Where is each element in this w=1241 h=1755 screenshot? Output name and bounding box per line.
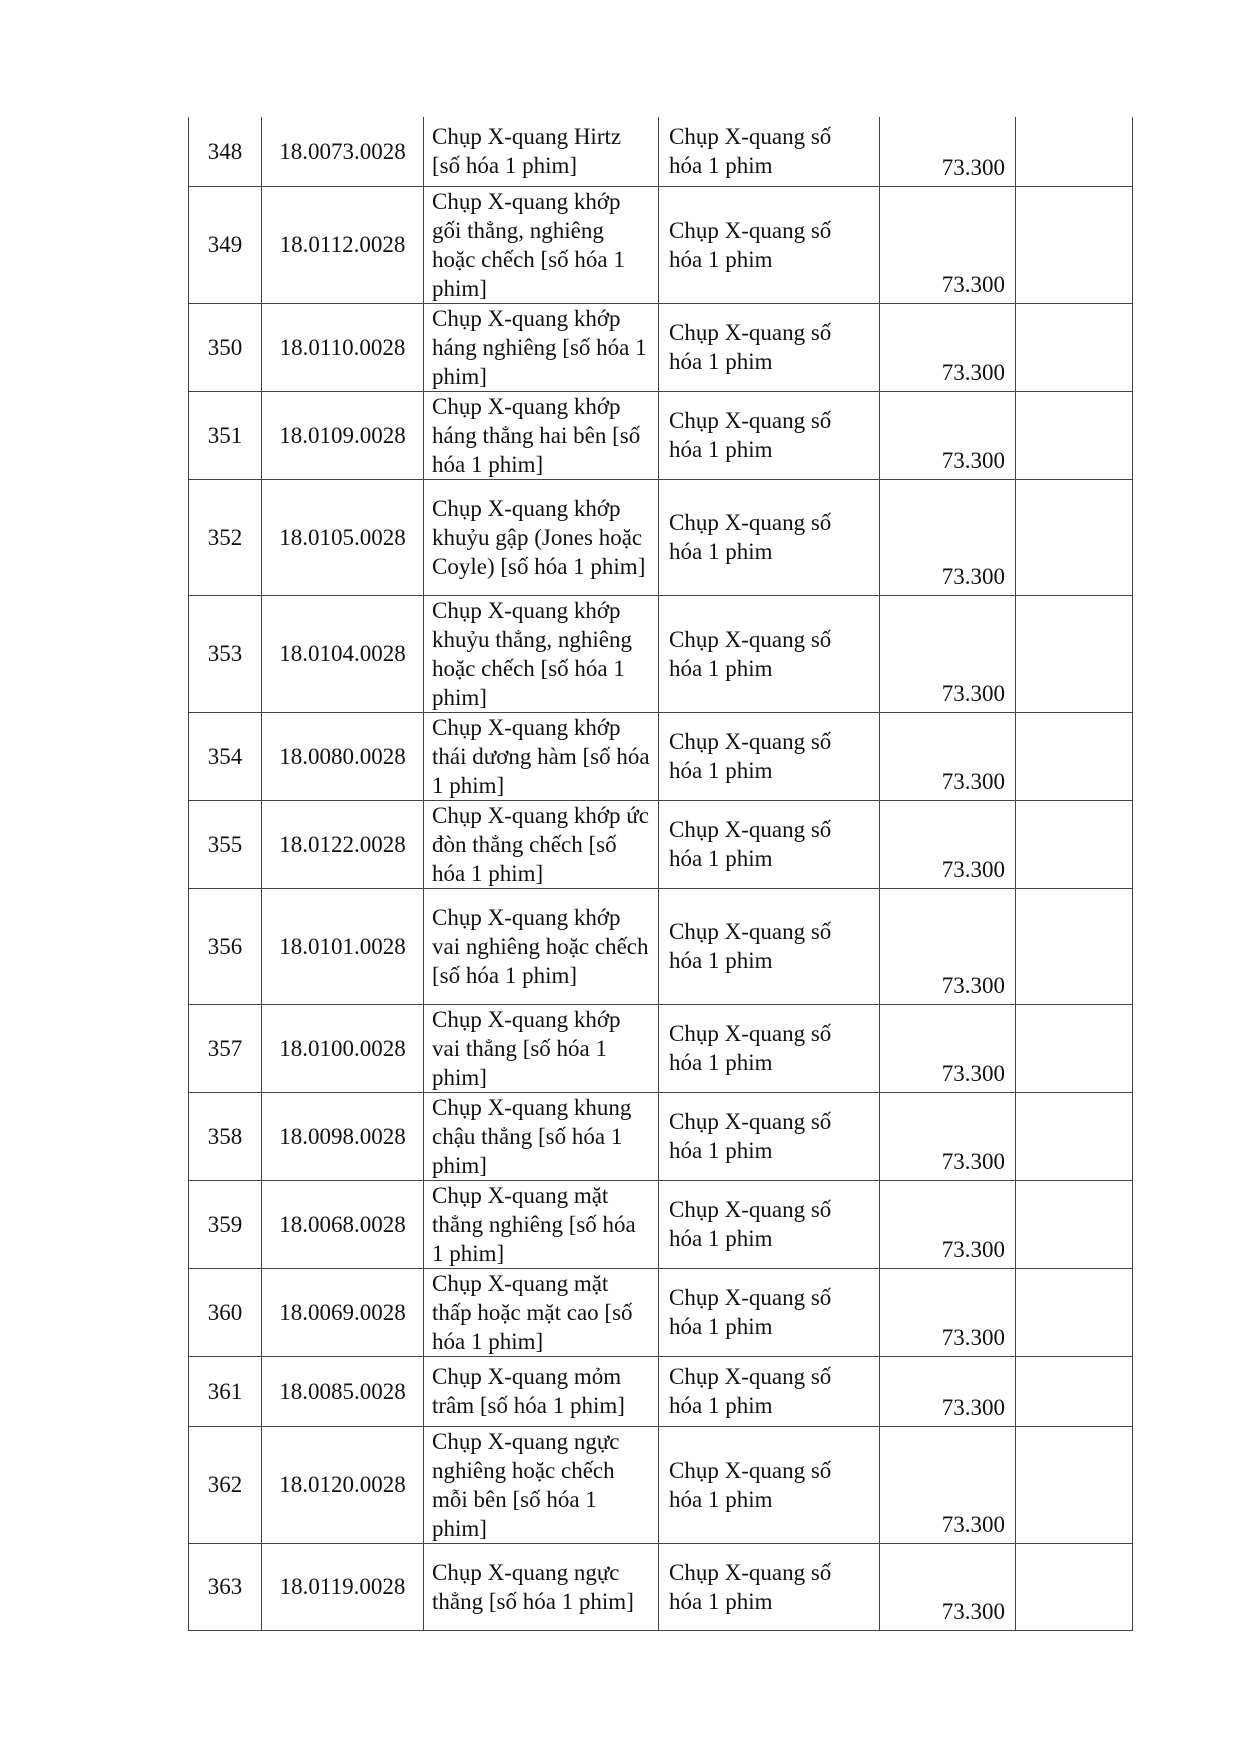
service-code-cell: 18.0105.0028: [262, 479, 424, 595]
table-row: [189, 712, 1133, 800]
service-name-cell: Chụp X-quang khớp háng nghiêng [số hóa 1 phim]: [424, 303, 659, 391]
note-cell: [1016, 303, 1133, 391]
service-name-cell: Chụp X-quang mặt thẳng nghiêng [số hóa 1 phim]: [424, 1180, 659, 1268]
service-name-cell: Chụp X-quang khớp khuỷu thẳng, nghiêng hoặc chếch [số hóa 1 phim]: [424, 595, 659, 712]
service-description-cell: Chụp X-quang số hóa 1 phim: [659, 479, 880, 595]
price-cell: 73.300: [880, 186, 1016, 303]
table-row: [189, 303, 1133, 391]
service-description-cell: Chụp X-quang số hóa 1 phim: [659, 800, 880, 888]
price-cell: 73.300: [880, 117, 1016, 186]
service-name-cell: Chụp X-quang khớp háng thẳng hai bên [số hóa 1 phim]: [424, 391, 659, 479]
service-name-cell: Chụp X-quang Hirtz [số hóa 1 phim]: [424, 117, 659, 186]
note-cell: [1016, 1543, 1133, 1630]
row-index-cell: 352: [189, 479, 262, 595]
row-index-cell: 363: [189, 1543, 262, 1630]
service-code-cell: 18.0104.0028: [262, 595, 424, 712]
note-cell: [1016, 1426, 1133, 1543]
service-code-cell: 18.0068.0028: [262, 1180, 424, 1268]
note-cell: [1016, 117, 1133, 186]
row-index-cell: 348: [189, 117, 262, 186]
service-name-cell: Chụp X-quang ngực thẳng [số hóa 1 phim]: [424, 1543, 659, 1630]
service-code-cell: 18.0080.0028: [262, 712, 424, 800]
table-row: [189, 391, 1133, 479]
service-name-cell: Chụp X-quang ngực nghiêng hoặc chếch mỗi bên [số hóa 1 phim]: [424, 1426, 659, 1543]
service-code-cell: 18.0073.0028: [262, 117, 424, 186]
service-description-cell: Chụp X-quang số hóa 1 phim: [659, 1426, 880, 1543]
note-cell: [1016, 1180, 1133, 1268]
row-index-cell: 362: [189, 1426, 262, 1543]
service-code-cell: 18.0069.0028: [262, 1268, 424, 1356]
service-name-cell: Chụp X-quang khớp thái dương hàm [số hóa 1 phim]: [424, 712, 659, 800]
service-description-cell: Chụp X-quang số hóa 1 phim: [659, 1268, 880, 1356]
row-index-cell: 353: [189, 595, 262, 712]
service-code-cell: 18.0120.0028: [262, 1426, 424, 1543]
service-description-cell: Chụp X-quang số hóa 1 phim: [659, 391, 880, 479]
service-name-cell: Chụp X-quang khớp gối thẳng, nghiêng hoặc chếch [số hóa 1 phim]: [424, 186, 659, 303]
price-cell: 73.300: [880, 1543, 1016, 1630]
table-row: [189, 1426, 1133, 1543]
service-description-cell: Chụp X-quang số hóa 1 phim: [659, 117, 880, 186]
table-row: [189, 1180, 1133, 1268]
note-cell: [1016, 1004, 1133, 1092]
row-index-cell: 356: [189, 888, 262, 1004]
price-cell: 73.300: [880, 888, 1016, 1004]
service-code-cell: 18.0110.0028: [262, 303, 424, 391]
service-name-cell: Chụp X-quang khung chậu thẳng [số hóa 1 phim]: [424, 1092, 659, 1180]
note-cell: [1016, 800, 1133, 888]
row-index-cell: 354: [189, 712, 262, 800]
table-row: [189, 186, 1133, 303]
service-name-cell: Chụp X-quang khớp khuỷu gập (Jones hoặc Coyle) [số hóa 1 phim]: [424, 479, 659, 595]
table-row: [189, 1543, 1133, 1630]
note-cell: [1016, 595, 1133, 712]
note-cell: [1016, 712, 1133, 800]
service-description-cell: Chụp X-quang số hóa 1 phim: [659, 1180, 880, 1268]
table-row: [189, 479, 1133, 595]
service-code-cell: 18.0100.0028: [262, 1004, 424, 1092]
service-description-cell: Chụp X-quang số hóa 1 phim: [659, 1543, 880, 1630]
service-description-cell: Chụp X-quang số hóa 1 phim: [659, 712, 880, 800]
service-description-cell: Chụp X-quang số hóa 1 phim: [659, 1356, 880, 1426]
note-cell: [1016, 1268, 1133, 1356]
row-index-cell: 351: [189, 391, 262, 479]
table-body: [189, 117, 1133, 1630]
table-row: [189, 1356, 1133, 1426]
price-cell: 73.300: [880, 391, 1016, 479]
service-code-cell: 18.0122.0028: [262, 800, 424, 888]
note-cell: [1016, 479, 1133, 595]
service-description-cell: Chụp X-quang số hóa 1 phim: [659, 186, 880, 303]
row-index-cell: 359: [189, 1180, 262, 1268]
service-code-cell: 18.0085.0028: [262, 1356, 424, 1426]
price-cell: 73.300: [880, 1426, 1016, 1543]
service-code-cell: 18.0101.0028: [262, 888, 424, 1004]
row-index-cell: 360: [189, 1268, 262, 1356]
price-table: [188, 117, 1133, 1631]
price-cell: 73.300: [880, 303, 1016, 391]
row-index-cell: 349: [189, 186, 262, 303]
table-row: [189, 800, 1133, 888]
table-row: [189, 1092, 1133, 1180]
price-cell: 73.300: [880, 800, 1016, 888]
note-cell: [1016, 1356, 1133, 1426]
service-code-cell: 18.0112.0028: [262, 186, 424, 303]
price-cell: 73.300: [880, 479, 1016, 595]
note-cell: [1016, 186, 1133, 303]
row-index-cell: 357: [189, 1004, 262, 1092]
service-name-cell: Chụp X-quang khớp ức đòn thẳng chếch [số hóa 1 phim]: [424, 800, 659, 888]
note-cell: [1016, 391, 1133, 479]
price-cell: 73.300: [880, 1356, 1016, 1426]
service-code-cell: 18.0109.0028: [262, 391, 424, 479]
row-index-cell: 355: [189, 800, 262, 888]
table-row: [189, 1004, 1133, 1092]
price-cell: 73.300: [880, 1180, 1016, 1268]
service-name-cell: Chụp X-quang mặt thấp hoặc mặt cao [số hóa 1 phim]: [424, 1268, 659, 1356]
service-description-cell: Chụp X-quang số hóa 1 phim: [659, 303, 880, 391]
table-row: [189, 888, 1133, 1004]
price-cell: 73.300: [880, 712, 1016, 800]
price-cell: 73.300: [880, 1268, 1016, 1356]
service-description-cell: Chụp X-quang số hóa 1 phim: [659, 888, 880, 1004]
service-name-cell: Chụp X-quang khớp vai nghiêng hoặc chếch [số hóa 1 phim]: [424, 888, 659, 1004]
table-row: [189, 1268, 1133, 1356]
note-cell: [1016, 1092, 1133, 1180]
service-description-cell: Chụp X-quang số hóa 1 phim: [659, 595, 880, 712]
service-name-cell: Chụp X-quang mỏm trâm [số hóa 1 phim]: [424, 1356, 659, 1426]
row-index-cell: 350: [189, 303, 262, 391]
service-code-cell: 18.0119.0028: [262, 1543, 424, 1630]
table-row: [189, 117, 1133, 186]
row-index-cell: 358: [189, 1092, 262, 1180]
row-index-cell: 361: [189, 1356, 262, 1426]
price-cell: 73.300: [880, 595, 1016, 712]
price-cell: 73.300: [880, 1092, 1016, 1180]
table-row: [189, 595, 1133, 712]
service-code-cell: 18.0098.0028: [262, 1092, 424, 1180]
service-description-cell: Chụp X-quang số hóa 1 phim: [659, 1092, 880, 1180]
note-cell: [1016, 888, 1133, 1004]
service-description-cell: Chụp X-quang số hóa 1 phim: [659, 1004, 880, 1092]
price-cell: 73.300: [880, 1004, 1016, 1092]
service-name-cell: Chụp X-quang khớp vai thẳng [số hóa 1 phim]: [424, 1004, 659, 1092]
